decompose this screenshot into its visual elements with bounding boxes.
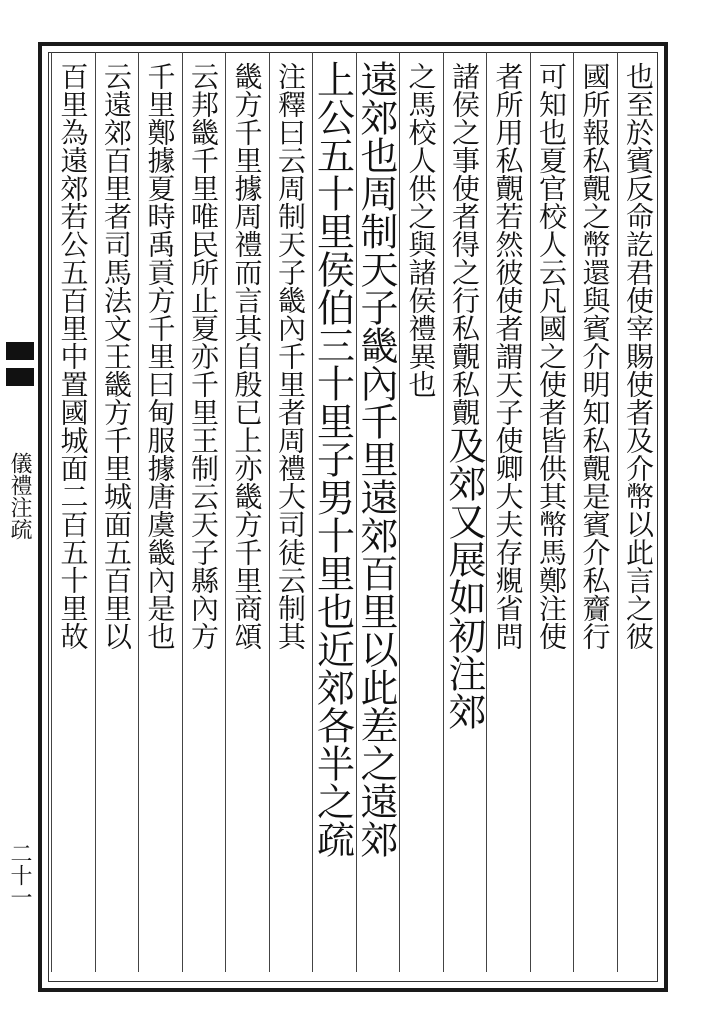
text-column (619, 62, 661, 650)
text-column (97, 62, 139, 650)
column-text: 千里鄭據夏時禹貢方千里曰甸服據唐虞畿內是也 (143, 62, 177, 650)
text-column (184, 62, 226, 650)
column-text: 之馬校人供之與諸侯禮異也 (404, 62, 438, 398)
text-column (310, 60, 356, 858)
column-text: 者所用私覿若然彼使者謂天子使卿大夫存覜省問 (491, 62, 525, 650)
text-column (53, 62, 95, 650)
column-text: 百里為遠郊若公五百里中置國城面二百五十里故 (56, 62, 90, 650)
text-column (227, 62, 269, 650)
book-title: 儀禮注疏 (7, 452, 32, 540)
text-column (442, 62, 487, 730)
fishtail-mark (6, 342, 34, 386)
column-text: 諸侯之事使者得之行私覿私覿 (448, 62, 481, 426)
column-text: 云遠郊百里者司馬法文王畿方千里城面五百里以 (100, 62, 133, 650)
text-column (532, 62, 574, 650)
text-column (488, 62, 530, 650)
text-column (401, 62, 443, 398)
column-text: 云邦畿千里唯民所止夏亦千里王制云天子縣內方 (187, 62, 220, 650)
text-column (354, 60, 400, 858)
text-column (575, 62, 617, 650)
column-heading-text: 及郊又展如初注郊 (442, 426, 486, 730)
column-text: 可知也夏官校人云凡國之使者皆供其幣馬鄭注使 (535, 62, 568, 650)
column-text: 國所報私覿之幣還與賓介明知私覿是賓介私齎行 (578, 62, 612, 650)
page-number: 二十一 (7, 842, 32, 908)
column-text: 遠郊也周制天子畿內千里遠郊百里以此差之遠郊 (354, 60, 398, 858)
column-text: 畿方千里據周禮而言其自殷已上亦畿方千里商頌 (230, 62, 264, 650)
page-margin (0, 42, 38, 992)
text-column (271, 62, 313, 650)
column-text: 也至於賓反命訖君使宰賜使者及介幣以此言之彼 (622, 62, 655, 650)
text-column (140, 62, 182, 650)
column-text: 上公五十里侯伯三十里子男十里也近郊各半之疏 (310, 60, 355, 858)
column-text: 注釋曰云周制天子畿內千里者周禮大司徒云制其 (274, 62, 307, 650)
